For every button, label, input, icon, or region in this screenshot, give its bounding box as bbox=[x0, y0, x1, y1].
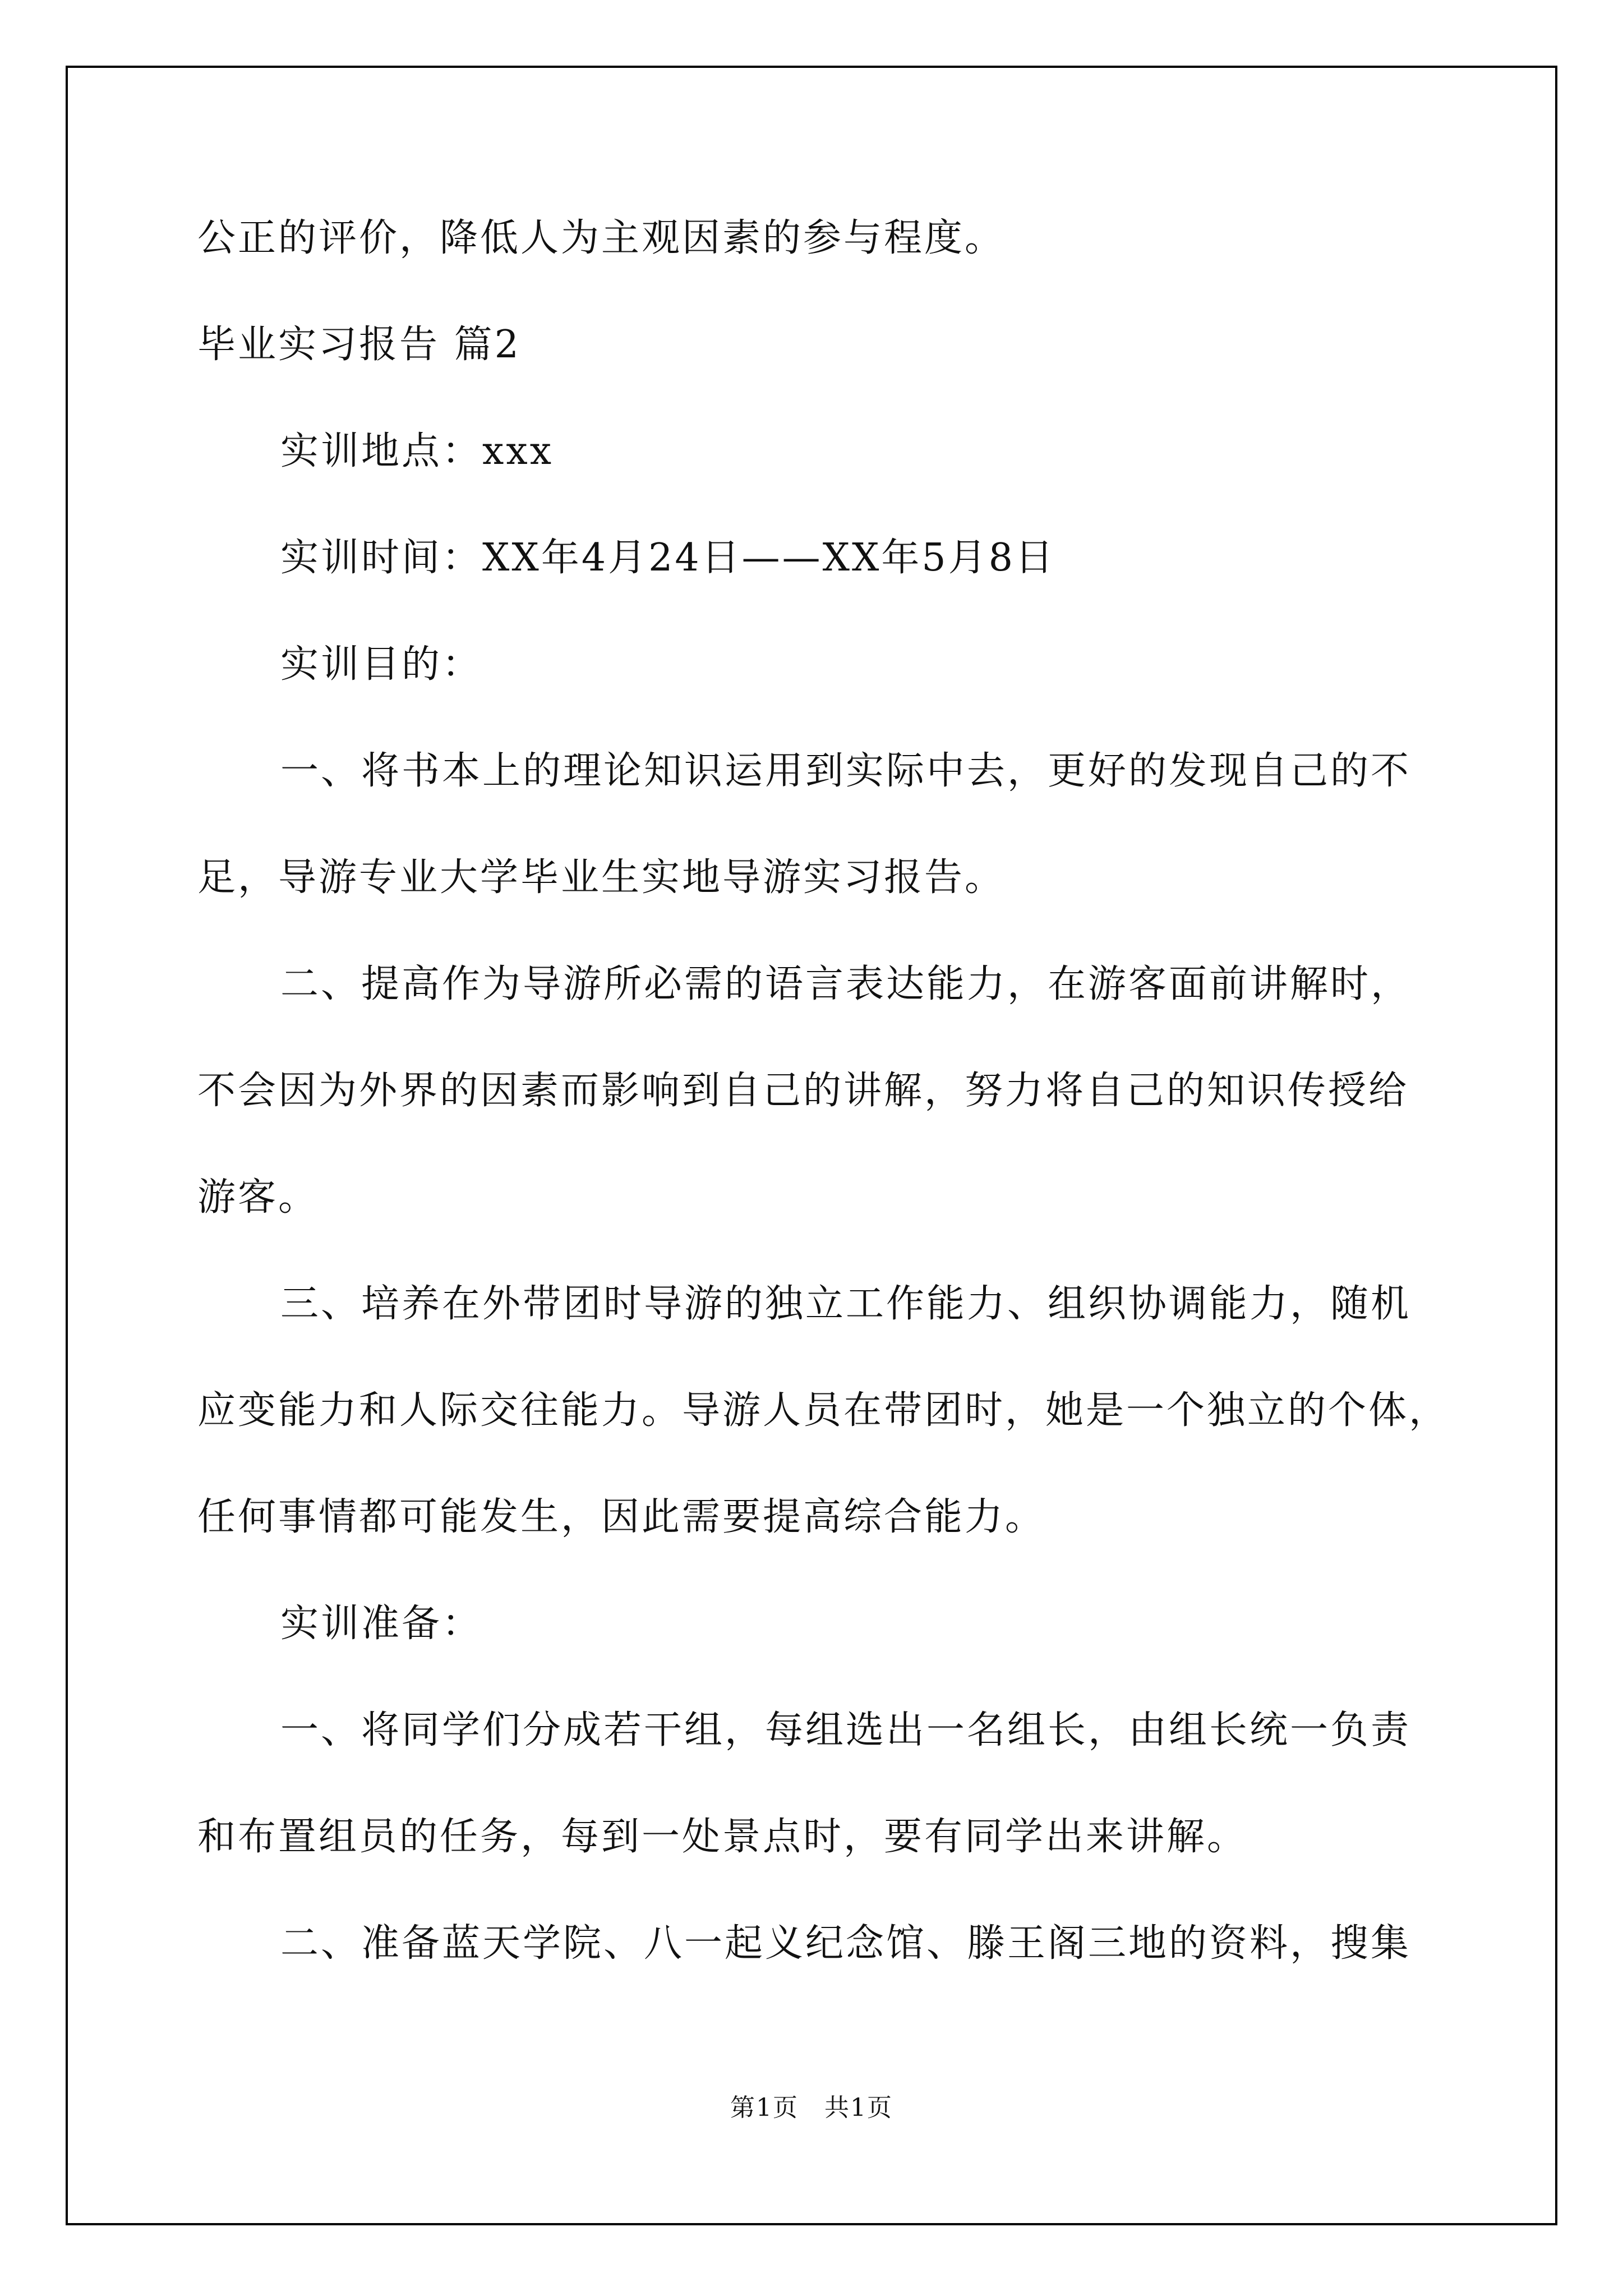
text-line: 实训时间：XX年4月24日——XX年5月8日 bbox=[280, 536, 1055, 580]
text-line: 任何事情都可能发生，因此需要提高综合能力。 bbox=[197, 1495, 1046, 1539]
text-line: 一、将同学们分成若干组，每组选出一名组长，由组长统一负责 bbox=[280, 1708, 1412, 1752]
text-line: 不会因为外界的因素而影响到自己的讲解，努力将自己的知识传授给 bbox=[197, 1069, 1409, 1113]
text-line: 实训目的： bbox=[280, 642, 483, 687]
text-line: 三、培养在外带团时导游的独立工作能力、组织协调能力，随机 bbox=[280, 1282, 1412, 1326]
text-line: 实训准备： bbox=[280, 1602, 483, 1646]
text-line: 一、将书本上的理论知识运用到实际中去，更好的发现自己的不 bbox=[280, 749, 1412, 793]
text-line: 公正的评价，降低人为主观因素的参与程度。 bbox=[197, 216, 1006, 260]
text-line: 实训地点：xxx bbox=[280, 429, 554, 473]
text-line: 应变能力和人际交往能力。导游人员在带团时，她是一个独立的个体， bbox=[197, 1388, 1450, 1433]
text-line: 游客。 bbox=[197, 1175, 319, 1220]
text-line: 和布置组员的任务，每到一处景点时，要有同学出来讲解。 bbox=[197, 1815, 1248, 1859]
page-footer: 第1页 共1页 bbox=[730, 2093, 893, 2122]
page-border bbox=[66, 66, 1557, 2225]
text-line: 二、准备蓝天学院、八一起义纪念馆、滕王阁三地的资料，搜集 bbox=[280, 1921, 1412, 1966]
text-line: 二、提高作为导游所必需的语言表达能力，在游客面前讲解时， bbox=[280, 962, 1412, 1006]
text-line: 足，导游专业大学毕业生实地导游实习报告。 bbox=[197, 855, 1006, 900]
section-heading: 毕业实习报告 篇2 bbox=[197, 323, 521, 367]
